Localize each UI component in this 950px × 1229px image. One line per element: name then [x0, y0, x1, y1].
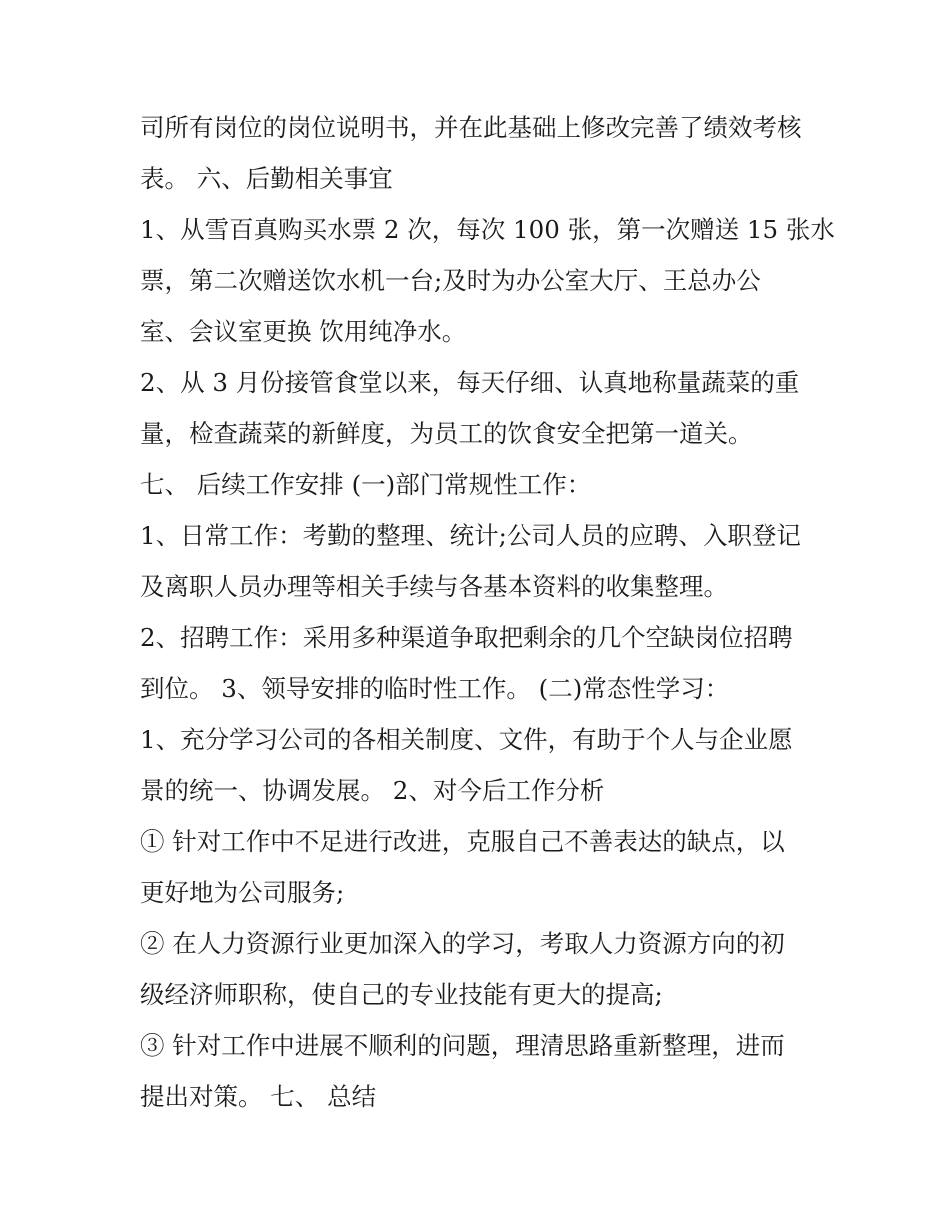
text-line: 1、日常工作：考勤的整理、统计;公司人员的应聘、入职登记 [140, 521, 801, 550]
text-line: ② 在人力资源行业更加深入的学习，考取人力资源方向的初 [140, 929, 785, 958]
text-line: 1、充分学习公司的各相关制度、文件，有助于个人与企业愿 [140, 725, 793, 754]
text-line: 及离职人员办理等相关手续与各基本资料的收集整理。 [140, 572, 728, 601]
text-line: ① 针对工作中不足进行改进，克服自己不善表达的缺点，以 [140, 827, 785, 856]
text-line: 2、从 3 月份接管食堂以来，每天仔细、认真地称量蔬菜的重 [140, 368, 800, 397]
text-line: ③ 针对工作中进展不顺利的问题，理清思路重新整理，进而 [140, 1031, 785, 1060]
text-line: 到位。 3、领导安排的临时性工作。 (二)常态性学习： [140, 674, 730, 703]
text-line: 票，第二次赠送饮水机一台;及时为办公室大厅、王总办公 [140, 266, 761, 295]
text-line: 级经济师职称，使自己的专业技能有更大的提高; [140, 980, 663, 1009]
text-line: 量，检查蔬菜的新鲜度，为员工的饮食安全把第一道关。 [140, 419, 753, 448]
text-line: 室、会议室更换 饮用纯净水。 [140, 317, 467, 346]
section-heading: 七、 后续工作安排 (一)部门常规性工作： [140, 470, 592, 499]
text-line: 1、从雪百真购买水票 2 次，每次 100 张，第一次赠送 15 张水 [140, 215, 835, 244]
text-line: 景的统一、协调发展。 2、对今后工作分析 [140, 776, 605, 805]
text-line: 2、招聘工作：采用多种渠道争取把剩余的几个空缺岗位招聘 [140, 623, 793, 652]
document-body [140, 102, 860, 1122]
text-line: 表。 六、后勤相关事宜 [140, 164, 393, 193]
text-line: 更好地为公司服务; [140, 878, 345, 907]
text-line: 提出对策。 七、 总结 [140, 1082, 377, 1111]
text-line: 司所有岗位的岗位说明书，并在此基础上修改完善了绩效考核 [140, 113, 802, 142]
